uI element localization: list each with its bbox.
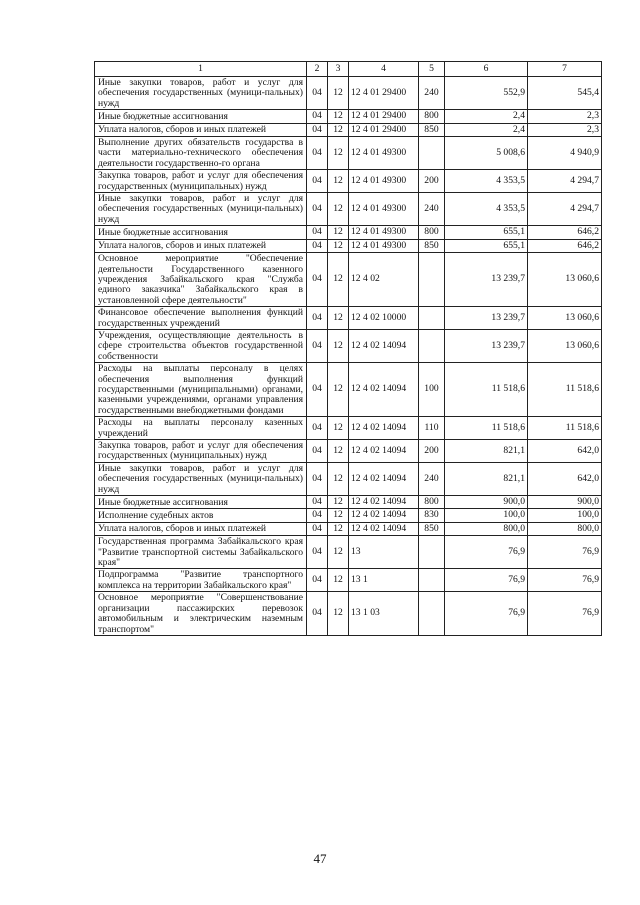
table-row: [95, 77, 602, 110]
target-article-code: 12 4 01 29400: [349, 123, 419, 136]
line-item-name: Иные закупки товаров, работ и услуг для обеспечения государственных (муници-пальных) нужд: [95, 193, 307, 226]
amount-year-2: 646,2: [528, 239, 602, 252]
amount-year-1: 76,9: [445, 536, 528, 569]
target-article-code: 12 4 02 14094: [349, 509, 419, 522]
section-code: 04: [307, 110, 328, 123]
expense-type-code: 830: [419, 509, 445, 522]
table-row: [95, 440, 602, 463]
amount-year-2: 13 060,6: [528, 329, 602, 362]
expense-type-code: 800: [419, 110, 445, 123]
line-item-name: Основное мероприятие "Совершенствование организации пассажирских перевозок автомобильным и электрическим наземным транспортом": [95, 592, 307, 636]
subsection-code: 12: [328, 193, 349, 226]
amount-year-2: 100,0: [528, 509, 602, 522]
expense-type-code: [419, 253, 445, 307]
expense-type-code: 240: [419, 193, 445, 226]
section-code: 04: [307, 226, 328, 239]
target-article-code: 12 4 01 49300: [349, 170, 419, 193]
subsection-code: 12: [328, 77, 349, 110]
subsection-code: 12: [328, 363, 349, 417]
amount-year-1: 2,4: [445, 110, 528, 123]
expense-type-code: 800: [419, 226, 445, 239]
section-code: 04: [307, 592, 328, 636]
amount-year-2: 13 060,6: [528, 307, 602, 330]
table-row: [95, 110, 602, 123]
amount-year-2: 800,0: [528, 522, 602, 535]
header-cell-2: 2: [307, 62, 328, 77]
expense-type-code: [419, 329, 445, 362]
amount-year-2: 76,9: [528, 569, 602, 592]
table-row: [95, 253, 602, 307]
expense-type-code: [419, 569, 445, 592]
section-code: 04: [307, 329, 328, 362]
subsection-code: 12: [328, 536, 349, 569]
amount-year-2: 11 518,6: [528, 417, 602, 440]
table-row: [95, 193, 602, 226]
line-item-name: Иные закупки товаров, работ и услуг для обеспечения государственных (муници-пальных) нужд: [95, 77, 307, 110]
amount-year-1: 821,1: [445, 440, 528, 463]
amount-year-2: 4 294,7: [528, 170, 602, 193]
target-article-code: 12 4 01 49300: [349, 137, 419, 170]
expense-type-code: [419, 307, 445, 330]
target-article-code: 12 4 02 14094: [349, 496, 419, 509]
table-row: [95, 137, 602, 170]
target-article-code: 12 4 02 14094: [349, 522, 419, 535]
line-item-name: Расходы на выплаты персоналу в целях обеспечения выполнения функций государственными (муниципальными) органами, казенными учреждениями, органами управления государственными внебюджетными фондами: [95, 363, 307, 417]
line-item-name: Закупка товаров, работ и услуг для обеспечения государственных (муниципальных) нужд: [95, 440, 307, 463]
line-item-name: Иные бюджетные ассигнования: [95, 226, 307, 239]
amount-year-1: 800,0: [445, 522, 528, 535]
subsection-code: 12: [328, 522, 349, 535]
subsection-code: 12: [328, 110, 349, 123]
amount-year-2: 76,9: [528, 592, 602, 636]
section-code: 04: [307, 77, 328, 110]
table-row: [95, 329, 602, 362]
target-article-code: 12 4 02 14094: [349, 417, 419, 440]
line-item-name: Подпрограмма "Развитие транспортного комплекса на территории Забайкальского края": [95, 569, 307, 592]
target-article-code: 13 1 03: [349, 592, 419, 636]
section-code: 04: [307, 363, 328, 417]
section-code: 04: [307, 569, 328, 592]
header-cell-4: 4: [349, 62, 419, 77]
table-row: [95, 496, 602, 509]
header-cell-1: 1: [95, 62, 307, 77]
header-cell-3: 3: [328, 62, 349, 77]
subsection-code: 12: [328, 569, 349, 592]
section-code: 04: [307, 239, 328, 252]
budget-table: [94, 61, 602, 636]
amount-year-1: 4 353,5: [445, 193, 528, 226]
subsection-code: 12: [328, 592, 349, 636]
amount-year-1: 655,1: [445, 226, 528, 239]
amount-year-2: 900,0: [528, 496, 602, 509]
section-code: 04: [307, 417, 328, 440]
line-item-name: Уплата налогов, сборов и иных платежей: [95, 522, 307, 535]
target-article-code: 12 4 01 49300: [349, 226, 419, 239]
line-item-name: Исполнение судебных актов: [95, 509, 307, 522]
page-number: 47: [313, 851, 327, 866]
amount-year-1: 100,0: [445, 509, 528, 522]
amount-year-2: 642,0: [528, 462, 602, 495]
expense-type-code: 850: [419, 522, 445, 535]
subsection-code: 12: [328, 253, 349, 307]
table-row: [95, 363, 602, 417]
amount-year-1: 2,4: [445, 123, 528, 136]
amount-year-1: 900,0: [445, 496, 528, 509]
subsection-code: 12: [328, 417, 349, 440]
line-item-name: Финансовое обеспечение выполнения функций государственных учреждений: [95, 307, 307, 330]
amount-year-2: 2,3: [528, 110, 602, 123]
amount-year-1: 13 239,7: [445, 307, 528, 330]
line-item-name: Выполнение других обязательств государства в части материально-технического обеспечения деятельности государственно-го органа: [95, 137, 307, 170]
table-row: [95, 509, 602, 522]
subsection-code: 12: [328, 239, 349, 252]
line-item-name: Уплата налогов, сборов и иных платежей: [95, 123, 307, 136]
amount-year-2: 13 060,6: [528, 253, 602, 307]
amount-year-2: 646,2: [528, 226, 602, 239]
subsection-code: 12: [328, 509, 349, 522]
expense-type-code: 850: [419, 123, 445, 136]
subsection-code: 12: [328, 123, 349, 136]
subsection-code: 12: [328, 496, 349, 509]
subsection-code: 12: [328, 462, 349, 495]
amount-year-1: 655,1: [445, 239, 528, 252]
section-code: 04: [307, 123, 328, 136]
target-article-code: 12 4 02 14094: [349, 462, 419, 495]
line-item-name: Государственная программа Забайкальского края "Развитие транспортной системы Забайкальского края": [95, 536, 307, 569]
table-row: [95, 307, 602, 330]
header-cell-6: 6: [445, 62, 528, 77]
amount-year-1: 821,1: [445, 462, 528, 495]
amount-year-2: 4 940,9: [528, 137, 602, 170]
table-row: [95, 417, 602, 440]
amount-year-2: 2,3: [528, 123, 602, 136]
target-article-code: 12 4 02 14094: [349, 363, 419, 417]
table-row: [95, 569, 602, 592]
line-item-name: Уплата налогов, сборов и иных платежей: [95, 239, 307, 252]
section-code: 04: [307, 462, 328, 495]
section-code: 04: [307, 496, 328, 509]
target-article-code: 13 1: [349, 569, 419, 592]
amount-year-1: 552,9: [445, 77, 528, 110]
target-article-code: 12 4 02 14094: [349, 329, 419, 362]
table-body: [95, 62, 602, 636]
line-item-name: Иные бюджетные ассигнования: [95, 110, 307, 123]
section-code: 04: [307, 440, 328, 463]
amount-year-1: 5 008,6: [445, 137, 528, 170]
subsection-code: 12: [328, 440, 349, 463]
expense-type-code: [419, 536, 445, 569]
table-row: [95, 536, 602, 569]
amount-year-1: 13 239,7: [445, 253, 528, 307]
line-item-name: Иные закупки товаров, работ и услуг для обеспечения государственных (муници-пальных) нужд: [95, 462, 307, 495]
line-item-name: Основное мероприятие "Обеспечение деятельности Государственного казенного учреждения Забайкальского края "Служба единого заказчика" Забайкальского края в установленной сфере деятельности": [95, 253, 307, 307]
line-item-name: Расходы на выплаты персоналу казенных учреждений: [95, 417, 307, 440]
subsection-code: 12: [328, 170, 349, 193]
section-code: 04: [307, 137, 328, 170]
expense-type-code: 240: [419, 462, 445, 495]
line-item-name: Закупка товаров, работ и услуг для обеспечения государственных (муниципальных) нужд: [95, 170, 307, 193]
subsection-code: 12: [328, 329, 349, 362]
amount-year-1: 11 518,6: [445, 363, 528, 417]
target-article-code: 12 4 01 29400: [349, 77, 419, 110]
header-cell-5: 5: [419, 62, 445, 77]
target-article-code: 12 4 02 14094: [349, 440, 419, 463]
table-row: [95, 462, 602, 495]
expense-type-code: 240: [419, 77, 445, 110]
expense-type-code: [419, 137, 445, 170]
header-row: [95, 62, 602, 77]
target-article-code: 12 4 01 49300: [349, 239, 419, 252]
table-row: [95, 592, 602, 636]
subsection-code: 12: [328, 307, 349, 330]
target-article-code: 12 4 01 29400: [349, 110, 419, 123]
table-row: [95, 522, 602, 535]
amount-year-1: 76,9: [445, 569, 528, 592]
amount-year-2: 642,0: [528, 440, 602, 463]
expense-type-code: [419, 592, 445, 636]
table-row: [95, 123, 602, 136]
amount-year-2: 11 518,6: [528, 363, 602, 417]
expense-type-code: 200: [419, 170, 445, 193]
expense-type-code: 100: [419, 363, 445, 417]
amount-year-2: 4 294,7: [528, 193, 602, 226]
header-cell-7: 7: [528, 62, 602, 77]
table-row: [95, 226, 602, 239]
amount-year-1: 76,9: [445, 592, 528, 636]
section-code: 04: [307, 193, 328, 226]
subsection-code: 12: [328, 137, 349, 170]
line-item-name: Учреждения, осуществляющие деятельность в сфере строительства объектов государственной собственности: [95, 329, 307, 362]
expense-type-code: 110: [419, 417, 445, 440]
amount-year-1: 4 353,5: [445, 170, 528, 193]
target-article-code: 12 4 02 10000: [349, 307, 419, 330]
section-code: 04: [307, 509, 328, 522]
expense-type-code: 800: [419, 496, 445, 509]
section-code: 04: [307, 522, 328, 535]
section-code: 04: [307, 536, 328, 569]
target-article-code: 12 4 01 49300: [349, 193, 419, 226]
amount-year-2: 76,9: [528, 536, 602, 569]
target-article-code: 13: [349, 536, 419, 569]
table-row: [95, 170, 602, 193]
target-article-code: 12 4 02: [349, 253, 419, 307]
section-code: 04: [307, 307, 328, 330]
line-item-name: Иные бюджетные ассигнования: [95, 496, 307, 509]
amount-year-1: 11 518,6: [445, 417, 528, 440]
section-code: 04: [307, 253, 328, 307]
table-row: [95, 239, 602, 252]
amount-year-2: 545,4: [528, 77, 602, 110]
subsection-code: 12: [328, 226, 349, 239]
expense-type-code: 850: [419, 239, 445, 252]
expense-type-code: 200: [419, 440, 445, 463]
section-code: 04: [307, 170, 328, 193]
amount-year-1: 13 239,7: [445, 329, 528, 362]
